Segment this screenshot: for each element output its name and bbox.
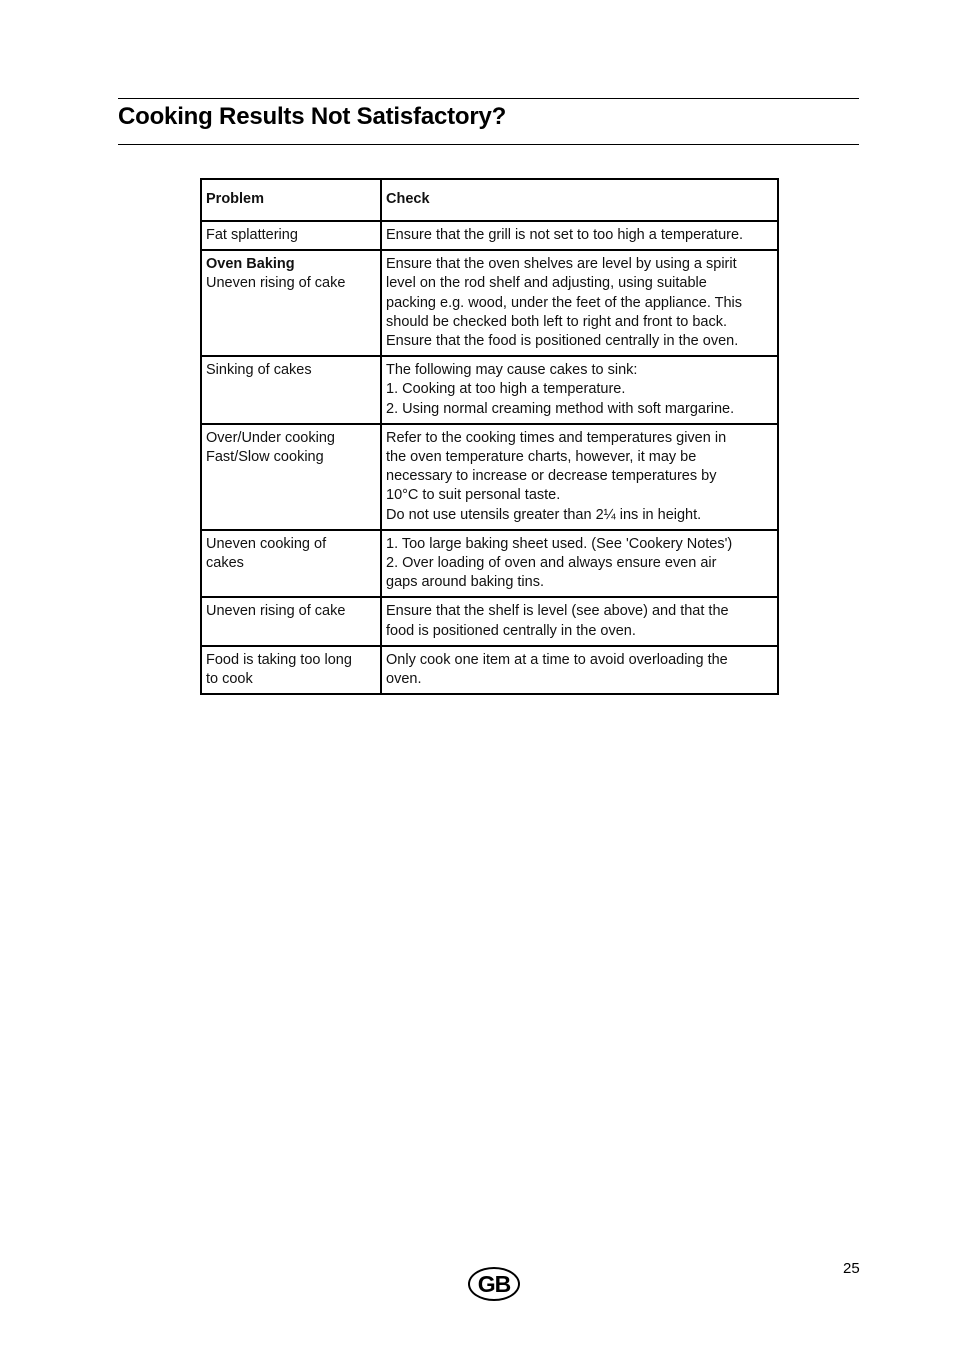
table-row: [201, 597, 778, 645]
check-cell: [381, 221, 778, 250]
table-row: [201, 424, 778, 530]
check-text: packing e.g. wood, under the feet of the appliance. This: [386, 294, 743, 311]
problem-text: Over/Under cooking: [206, 429, 335, 446]
table-body: [201, 221, 778, 694]
problem-cell: [201, 597, 381, 645]
check-cell: [381, 597, 778, 645]
check-text: Ensure that the oven shelves are level by using a spirit: [386, 256, 737, 273]
check-text: Only cook one item at a time to avoid overloading the: [386, 651, 728, 668]
problem-text: cakes: [206, 555, 244, 572]
check-cell: [381, 530, 778, 598]
problem-cell: [201, 250, 381, 356]
check-text: necessary to increase or decrease temperatures by: [386, 468, 717, 485]
check-text: should be checked both left to right and front to back.: [386, 313, 727, 330]
troubleshooting-table: [200, 178, 779, 695]
problem-text: Fast/Slow cooking: [206, 449, 324, 466]
check-text: Do not use utensils greater than 2¼ ins in height.: [386, 506, 702, 523]
check-text: Ensure that the shelf is level (see above) and that the: [386, 603, 729, 620]
problem-cell: [201, 646, 381, 694]
table-row: [201, 221, 778, 250]
check-text: 1. Too large baking sheet used. (See 'Cookery Notes'): [386, 535, 733, 552]
problem-cell: [201, 424, 381, 530]
title-top-rule: [118, 98, 859, 99]
page-number: 25: [843, 1260, 860, 1277]
problem-text: Uneven rising of cake: [206, 275, 346, 292]
problem-text: Sinking of cakes: [206, 362, 312, 379]
check-text: level on the rod shelf and adjusting, using suitable: [386, 275, 707, 292]
problem-text: Food is taking too long: [206, 651, 352, 668]
check-text: The following may cause cakes to sink:: [386, 362, 638, 379]
country-badge: GB: [468, 1267, 520, 1301]
check-text: Ensure that the food is positioned centrally in the oven.: [386, 333, 739, 350]
column-header-check: Check: [381, 179, 778, 221]
title-bottom-rule: [118, 144, 859, 145]
page-title: Cooking Results Not Satisfactory?: [118, 103, 507, 130]
table-header-row: [201, 179, 778, 221]
check-text: oven.: [386, 671, 422, 688]
problem-category: Oven Baking: [206, 256, 295, 273]
table-row: [201, 530, 778, 598]
check-cell: [381, 424, 778, 530]
table-row: [201, 250, 778, 356]
check-cell: [381, 646, 778, 694]
check-text: 2. Over loading of oven and always ensure even air: [386, 555, 717, 572]
check-text: 2. Using normal creaming method with soft margarine.: [386, 400, 735, 417]
check-text: 1. Cooking at too high a temperature.: [386, 381, 626, 398]
problem-cell: [201, 356, 381, 424]
problem-cell: [201, 221, 381, 250]
table-row: [201, 646, 778, 694]
check-text: gaps around baking tins.: [386, 574, 544, 591]
problem-text: Uneven cooking of: [206, 535, 327, 552]
check-text: food is positioned centrally in the oven.: [386, 622, 636, 639]
check-text: 10°C to suit personal taste.: [386, 487, 561, 504]
check-cell: [381, 250, 778, 356]
problem-text: Fat splattering: [206, 227, 298, 243]
problem-cell: [201, 530, 381, 598]
problem-text: to cook: [206, 671, 253, 688]
column-header-problem: Problem: [201, 179, 381, 221]
check-text: the oven temperature charts, however, it may be: [386, 449, 697, 466]
problem-text: Uneven rising of cake: [206, 603, 346, 620]
check-cell: [381, 356, 778, 424]
check-text: Ensure that the grill is not set to too high a temperature.: [386, 227, 744, 243]
table-row: [201, 356, 778, 424]
check-text: Refer to the cooking times and temperatures given in: [386, 429, 727, 446]
